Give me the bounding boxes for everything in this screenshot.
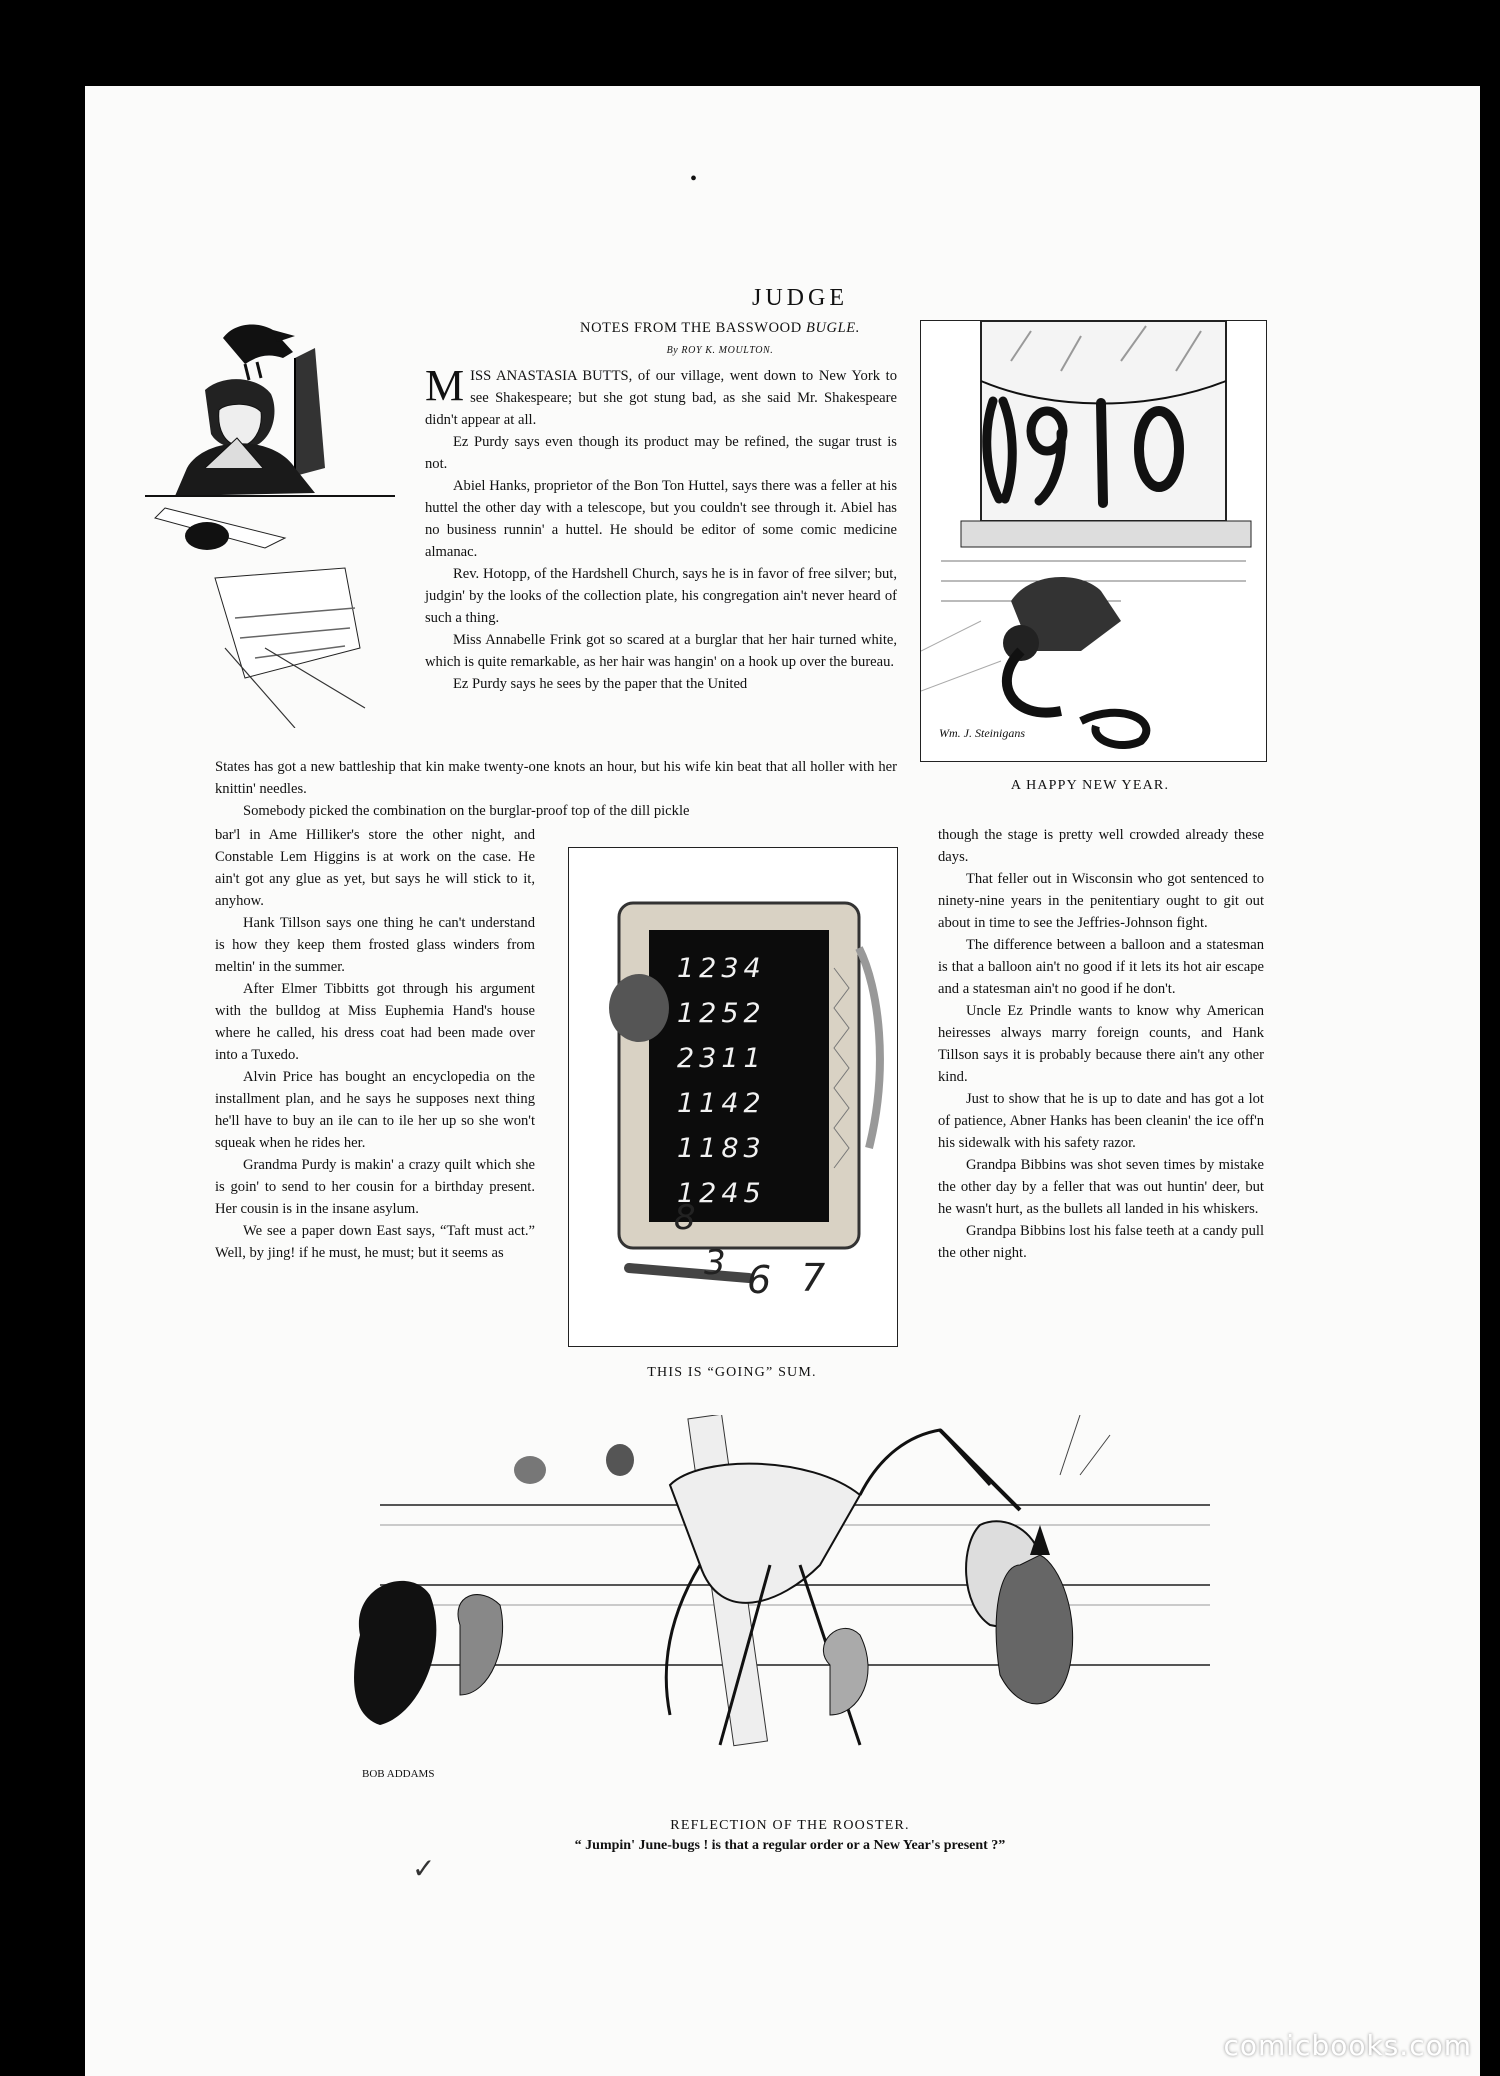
article-paragraph: Miss Annabelle Frink got so scared at a burglar that her hair turned white, which is quite remarkable, as her hair was hangin' on a hook up over the bureau. <box>425 632 897 670</box>
tumbling-digit: 6 <box>747 1258 772 1302</box>
article-title-text: NOTES FROM THE BASSWOOD <box>580 320 807 336</box>
article-top-column <box>425 361 897 695</box>
article-paragraph: Grandpa Bibbins lost his false teeth at a candy pull the other night. <box>938 1223 1264 1261</box>
article-right-column <box>938 824 1264 1264</box>
illustration-signature: Wm. J. Steinigans <box>939 726 1025 740</box>
tumbling-digit: 8 <box>674 1198 696 1238</box>
article-paragraph: States has got a new battleship that kin make twenty-one knots an hour, but his wife kin beat that all holler with her knittin' needles. <box>215 759 897 797</box>
ink-dot: • <box>690 168 698 190</box>
writer-with-crow-illustration <box>145 318 395 728</box>
article-byline: By ROY K. MOULTON. <box>666 345 774 356</box>
slate-row: 1252 <box>677 998 766 1029</box>
article-paragraph: though the stage is pretty well crowded already these days. <box>938 827 1264 865</box>
article-wide-column <box>215 756 897 822</box>
article-paragraph: That feller out in Wisconsin who got sentenced to ninety-nine years in the penitentiary ought to git out about in time to see the Jeffries-Johnson fight. <box>938 871 1264 931</box>
dropcap-letter: M <box>425 361 465 410</box>
rooster-caption: REFLECTION OF THE ROOSTER. <box>670 1818 910 1833</box>
article-paragraph: Ez Purdy says even though its product may be refined, the sugar trust is not. <box>425 434 897 472</box>
slate-row: 1142 <box>677 1088 766 1119</box>
magazine-title: JUDGE <box>752 285 848 311</box>
article-paragraph: Uncle Ez Prindle wants to know why American heiresses always marry foreign counts, and Hank Tillson says it is probably because there ain't any other kind. <box>938 1003 1264 1085</box>
sausage-window-drawing <box>921 321 1266 761</box>
article-paragraph: Rev. Hotopp, of the Hardshell Church, says he is in favor of free silver; but, judgin' by the looks of the collection plate, his congregation ain't never heard of such a thing. <box>425 566 897 626</box>
article-paragraph: Grandpa Bibbins was shot seven times by mistake the other day by a feller that was out huntin' deer, but he wasn't hurt, as the bullets all landed in his whiskers. <box>938 1157 1264 1217</box>
article-paragraph: Alvin Price has bought an encyclopedia on the installment plan, and he says he supposes next thing he'll have to buy an ile can to ile her up so she won't squeak when he rides her. <box>215 1069 535 1151</box>
rooster-stork-illustration <box>340 1415 1240 1805</box>
tumbling-digit: 7 <box>801 1256 826 1300</box>
article-title <box>460 320 980 337</box>
article-paragraph: We see a paper down East says, “Taft must act.” Well, by jing! if he must, he must; but it seems as <box>215 1223 535 1261</box>
article-paragraph: MISS ANASTASIA BUTTS, of our village, went down to New York to see Shakespeare; but she got stung bad, as she said Mr. Shakespeare didn't appear at all. <box>425 361 897 428</box>
rooster-subcaption: “ Jumpin' June-bugs ! is that a regular order or a New Year's present ?” <box>574 1838 1006 1853</box>
new-year-caption: A HAPPY NEW YEAR. <box>1010 778 1170 793</box>
slate-sum <box>677 946 827 1216</box>
slate-row: 1183 <box>677 1133 766 1164</box>
article-paragraph: bar'l in Ame Hilliker's store the other night, and Constable Lem Higgins is at work on the case. He ain't got any glue as yet, but says he will stick to it, anyhow. <box>215 827 535 909</box>
site-watermark: comicbooks.com <box>1223 2029 1472 2062</box>
slate-row: 2311 <box>677 1043 766 1074</box>
slate-row: 1234 <box>677 953 766 984</box>
article-paragraph: Just to show that he is up to date and has got a lot of patience, Abner Hanks has been cleanin' the ice off'n his sidewalk with his safety razor. <box>938 1091 1264 1151</box>
slate-illustration <box>568 847 898 1347</box>
article-paragraph: Hank Tillson says one thing he can't understand is how they keep them frosted glass winders from meltin' in the summer. <box>215 915 535 975</box>
tumbling-digit: 3 <box>704 1243 726 1283</box>
article-left-column <box>215 824 535 1264</box>
article-paragraph: Somebody picked the combination on the burglar-proof top of the dill pickle <box>243 803 690 819</box>
illustration-signature: BOB ADDAMS <box>362 1768 435 1780</box>
article-paragraph: Grandma Purdy is makin' a crazy quilt which she is goin' to send to her cousin for a birthday present. Her cousin is in the insane asylum. <box>215 1157 535 1217</box>
slate-row: 1245 <box>677 1178 766 1209</box>
new-year-illustration <box>920 320 1267 762</box>
pencil-check-mark: ✓ <box>412 1854 436 1885</box>
article-paragraph: Ez Purdy says he sees by the paper that the United <box>453 676 748 692</box>
article-title-italic: BUGLE. <box>806 320 860 336</box>
article-paragraph: After Elmer Tibbitts got through his argument with the bulldog at Miss Euphemia Hand's house where he called, his dress coat had been made over into a Tuxedo. <box>215 981 535 1063</box>
article-paragraph: The difference between a balloon and a statesman is that a balloon ain't no good if it lets its hot air escape and a statesman ain't no good if he don't. <box>938 937 1264 997</box>
article-paragraph: Abiel Hanks, proprietor of the Bon Ton Huttel, says there was a feller at his huttel the other day with a telescope, but you couldn't see through it. Abiel has no business runnin' a huttel. He should be editor of some comic medicine almanac. <box>425 478 897 560</box>
slate-caption: THIS IS “GOING” SUM. <box>647 1365 817 1380</box>
